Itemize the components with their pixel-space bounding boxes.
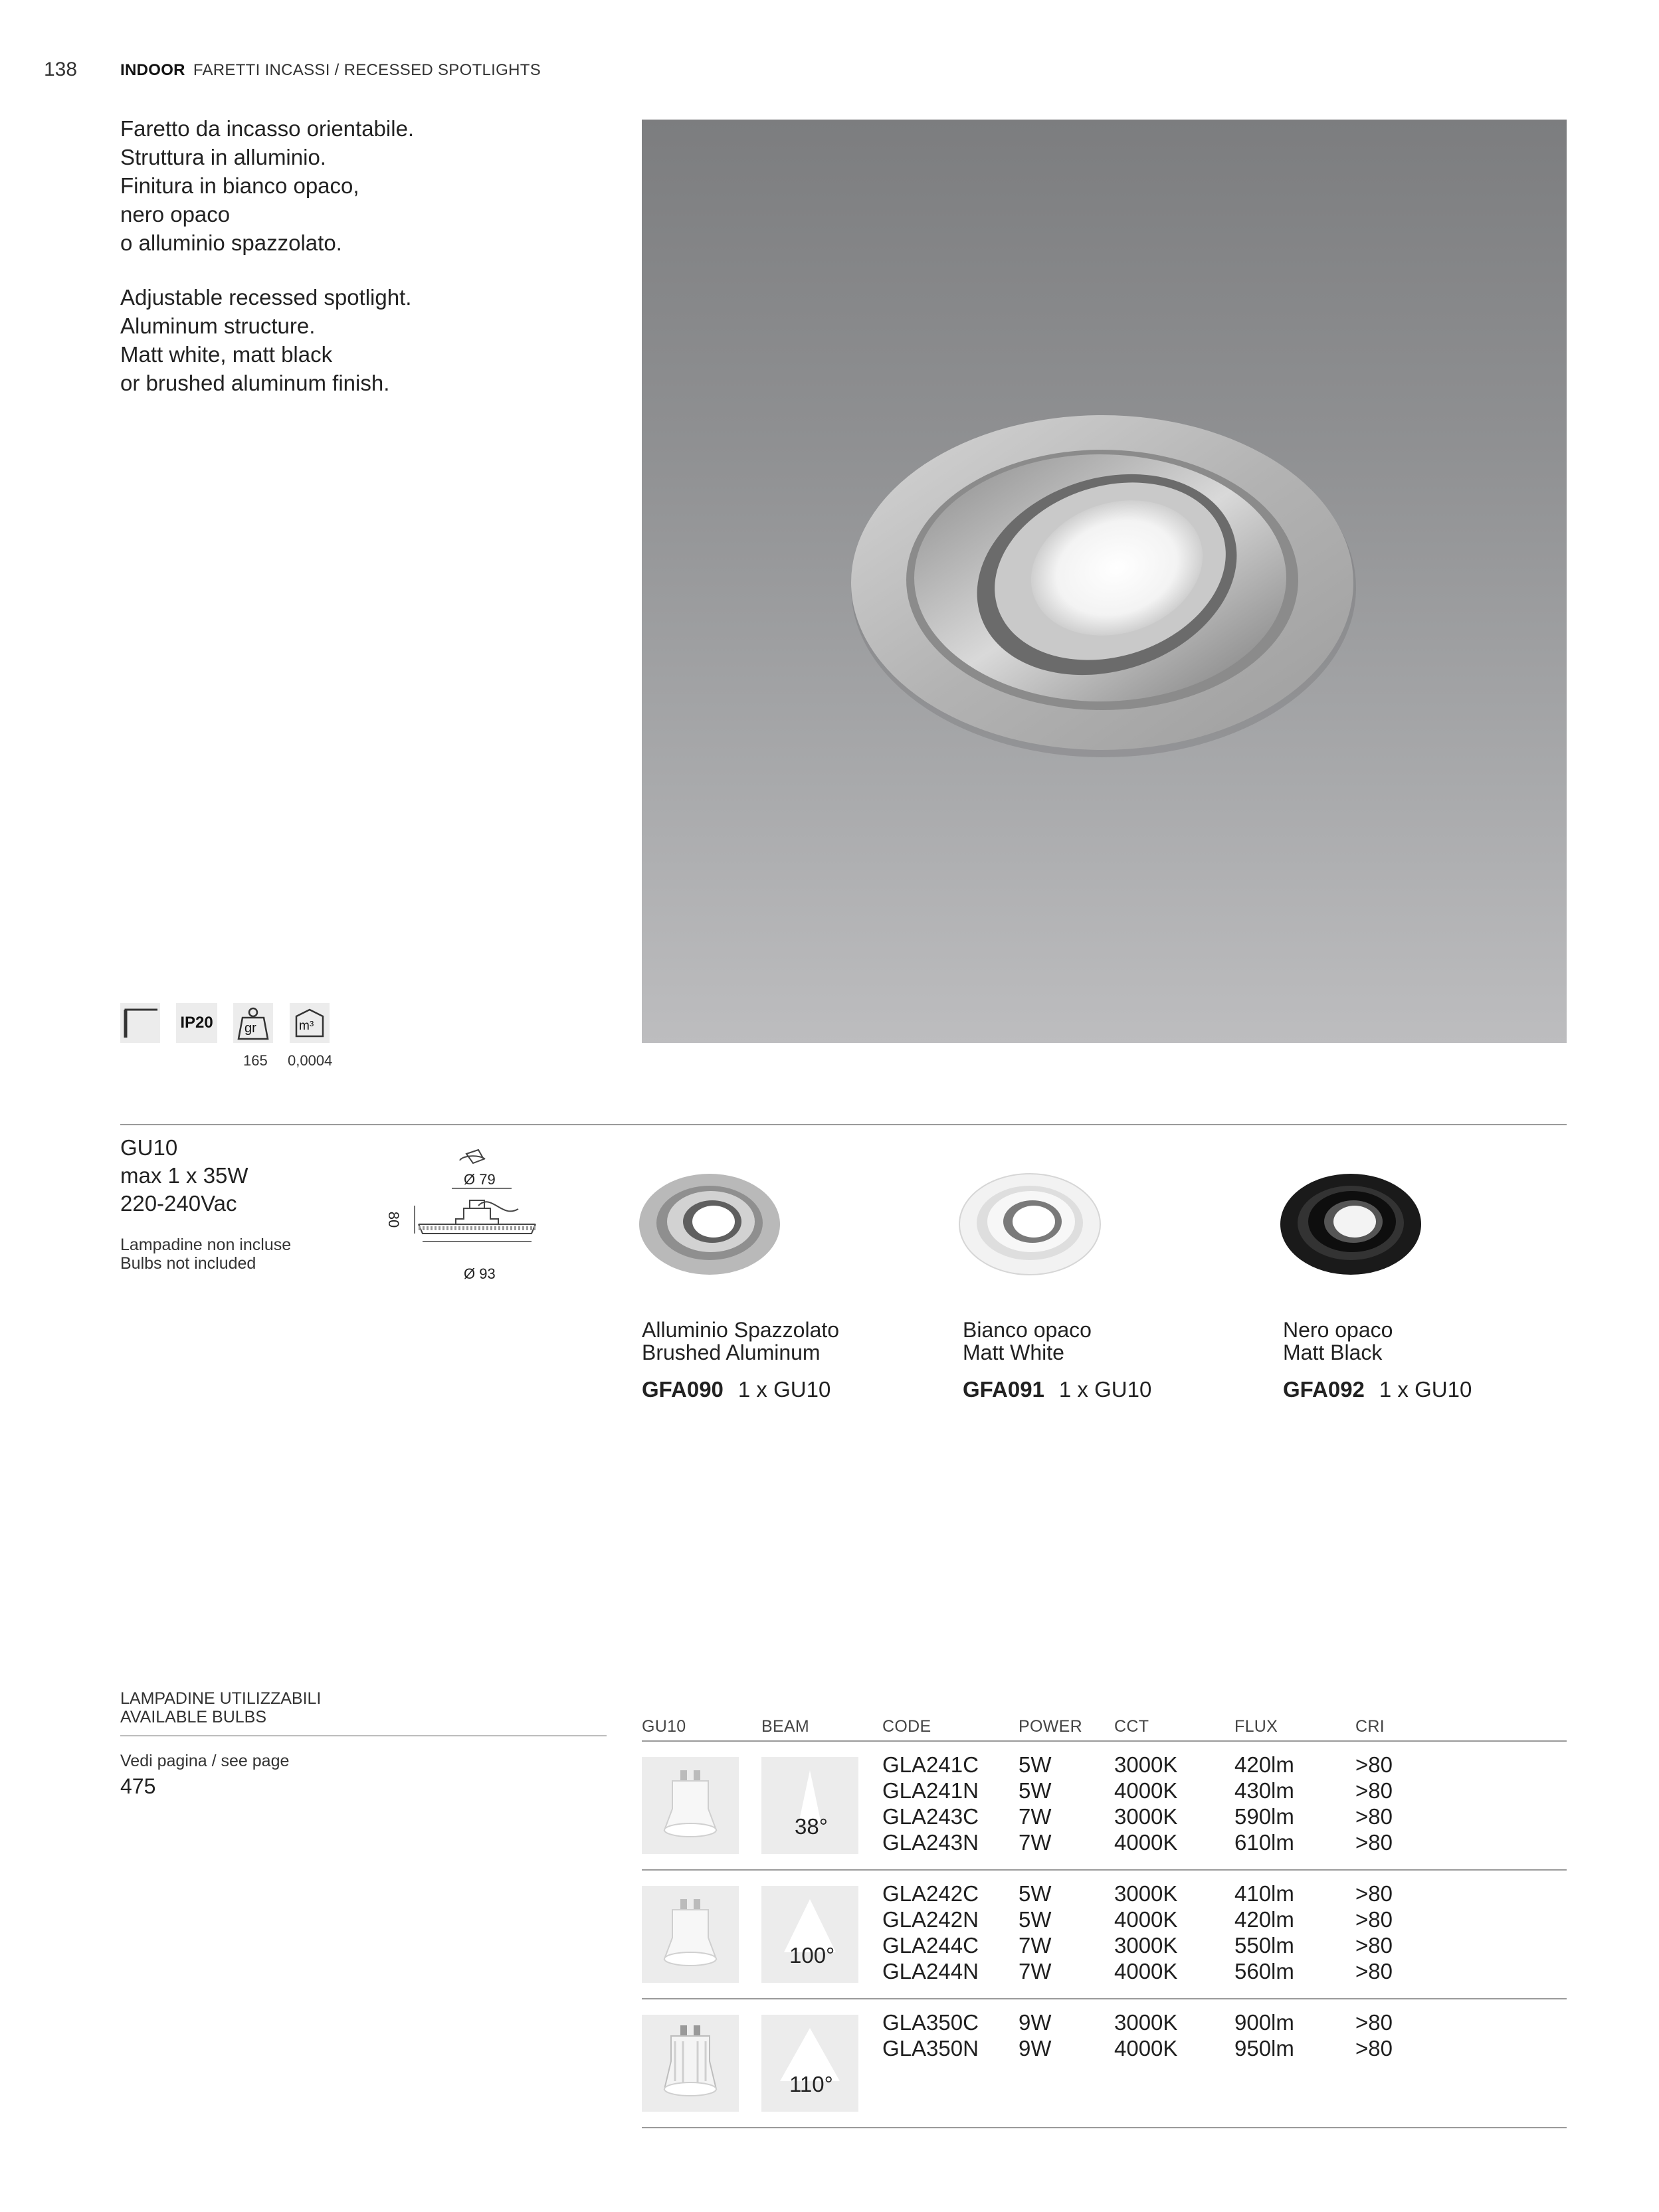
bulb-cct: 3000K: [1114, 1804, 1178, 1829]
category-label: FARETTI INCASSI / RECESSED SPOTLIGHTS: [193, 61, 541, 79]
bulb-code: GLA241N: [882, 1778, 979, 1803]
section-divider: [120, 1124, 1567, 1125]
beam-angle: 38°: [795, 1814, 828, 1839]
power-group-3: [1019, 2009, 1052, 2061]
product-code-aluminum: [642, 1377, 830, 1402]
table-bottom-rule: [642, 2127, 1567, 2128]
col-header-cct: CCT: [1114, 1717, 1149, 1736]
bulb-cri: >80: [1355, 1778, 1393, 1803]
recessed-mount-icon: [120, 1003, 160, 1043]
product-name-it: Bianco opaco: [963, 1318, 1092, 1342]
product-name-white: [963, 1319, 1092, 1364]
bulb-code: GLA350C: [882, 2010, 979, 2035]
bulb-code: GLA243C: [882, 1804, 979, 1829]
cri-group-3: [1355, 2009, 1393, 2061]
description-line: Aluminum structure.: [120, 314, 316, 338]
bulb-cct: 3000K: [1114, 1752, 1178, 1777]
section-label: INDOOR: [120, 61, 185, 79]
product-image-aluminum: [638, 1166, 784, 1279]
bulbs-left-rule: [120, 1735, 607, 1736]
bulb-cri: >80: [1355, 1830, 1393, 1855]
bulb-cri: >80: [1355, 1752, 1393, 1777]
bulb-thumb-110: [642, 2015, 739, 2112]
codes-group-1: [882, 1752, 979, 1855]
col-header-power: POWER: [1019, 1717, 1082, 1736]
beam-angle: 100°: [789, 1943, 835, 1968]
bulb-flux: 550lm: [1234, 1933, 1294, 1958]
bulbs-title-en: AVAILABLE BULBS: [120, 1708, 267, 1726]
bulb-note: [120, 1236, 291, 1273]
bulb-cri: >80: [1355, 1959, 1393, 1983]
col-header-code: CODE: [882, 1717, 931, 1736]
spec-voltage: 220-240Vac: [120, 1191, 237, 1216]
power-group-2: [1019, 1881, 1052, 1984]
product-code: GFA091: [963, 1377, 1044, 1402]
bulb-power: 9W: [1019, 2010, 1052, 2035]
bulb-power: 7W: [1019, 1959, 1052, 1983]
page-header: [120, 61, 541, 80]
cct-group-3: [1114, 2009, 1177, 2061]
bulb-power: 7W: [1019, 1804, 1052, 1829]
bulb-power: 5W: [1019, 1778, 1052, 1803]
bulb-flux: 410lm: [1234, 1881, 1294, 1906]
bulb-cri: >80: [1355, 1933, 1393, 1958]
bulb-code: GLA244N: [882, 1959, 979, 1983]
see-page-number: 475: [120, 1774, 156, 1798]
bulb-flux: 420lm: [1234, 1907, 1294, 1932]
col-header-flux: FLUX: [1234, 1717, 1278, 1736]
codes-group-2: [882, 1881, 979, 1984]
col-header-beam: BEAM: [761, 1717, 810, 1736]
weight-icon: [233, 1003, 273, 1043]
table-header-rule: [642, 1740, 1567, 1742]
bulb-power: 5W: [1019, 1907, 1052, 1932]
hero-product-photo: [642, 120, 1567, 1043]
bulb-flux: 430lm: [1234, 1778, 1294, 1803]
flux-group-2: [1234, 1881, 1294, 1984]
beam-angle: 110°: [789, 2072, 833, 2096]
specs-block: [120, 1134, 248, 1218]
bulb-cri: >80: [1355, 2010, 1393, 2035]
product-code-white: [963, 1377, 1151, 1402]
spec-socket: GU10: [120, 1135, 178, 1160]
bulb-power: 7W: [1019, 1933, 1052, 1958]
bulb-thumb-38: [642, 1757, 739, 1854]
flux-group-1: [1234, 1752, 1294, 1855]
col-header-cri: CRI: [1355, 1717, 1385, 1736]
volume-value: 0,0004: [288, 1052, 333, 1069]
bottom-diameter-label: Ø 93: [464, 1265, 496, 1282]
product-name-it: Nero opaco: [1283, 1318, 1393, 1342]
bulb-code: GLA244C: [882, 1933, 979, 1958]
bulb-code: GLA242C: [882, 1881, 979, 1906]
power-group-1: [1019, 1752, 1052, 1855]
bulb-flux: 950lm: [1234, 2036, 1294, 2061]
bulb-cct: 4000K: [1114, 2036, 1178, 2061]
description-line: Finitura in bianco opaco,: [120, 173, 359, 198]
bulb-power: 5W: [1019, 1752, 1052, 1777]
description-line: or brushed aluminum finish.: [120, 371, 390, 395]
bulb-cri: >80: [1355, 1907, 1393, 1932]
description-it: [120, 114, 414, 257]
bulb-code: GLA241C: [882, 1752, 979, 1777]
product-lamp: 1 x GU10: [1379, 1377, 1472, 1402]
bulb-note-en: Bulbs not included: [120, 1254, 256, 1273]
product-name-black: [1283, 1319, 1393, 1364]
description-line: Adjustable recessed spotlight.: [120, 285, 412, 310]
spotlight-illustration: [642, 120, 1567, 1043]
description-line: Matt white, matt black: [120, 342, 333, 367]
bulb-cri: >80: [1355, 1804, 1393, 1829]
weight-value: 165: [243, 1052, 268, 1069]
product-lamp: 1 x GU10: [1058, 1377, 1152, 1402]
volume-unit: m³: [299, 1019, 314, 1033]
weight-unit: gr: [244, 1021, 256, 1036]
product-name-en: Matt White: [963, 1340, 1064, 1364]
product-image-white: [958, 1166, 1104, 1279]
bulb-thumb-100: [642, 1886, 739, 1983]
cri-group-2: [1355, 1881, 1393, 1984]
height-label: 80: [385, 1211, 403, 1228]
product-name-aluminum: [642, 1319, 839, 1364]
bulb-code: GLA350N: [882, 2036, 979, 2061]
bulb-cct: 4000K: [1114, 1830, 1178, 1855]
bulb-cct: 3000K: [1114, 1881, 1178, 1906]
bulb-cct: 4000K: [1114, 1959, 1178, 1983]
spec-power: max 1 x 35W: [120, 1163, 248, 1188]
bulb-power: 7W: [1019, 1830, 1052, 1855]
description-line: nero opaco: [120, 202, 231, 227]
group-divider: [642, 1869, 1567, 1871]
bulb-cri: >80: [1355, 2036, 1393, 2061]
product-code: GFA090: [642, 1377, 724, 1402]
cri-group-1: [1355, 1752, 1393, 1855]
top-diameter-label: Ø 79: [464, 1171, 496, 1188]
bulb-flux: 900lm: [1234, 2010, 1294, 2035]
bulb-flux: 560lm: [1234, 1959, 1294, 1983]
product-code: GFA092: [1283, 1377, 1365, 1402]
col-header-gu10: GU10: [642, 1717, 686, 1736]
product-code-black: [1283, 1377, 1472, 1402]
product-image-black: [1279, 1166, 1425, 1279]
see-page-label: Vedi pagina / see page: [120, 1752, 290, 1770]
bulbs-title-it: LAMPADINE UTILIZZABILI: [120, 1689, 322, 1708]
bulb-cri: >80: [1355, 1881, 1393, 1906]
description-en: [120, 283, 411, 397]
bulb-flux: 610lm: [1234, 1830, 1294, 1855]
description-line: o alluminio spazzolato.: [120, 230, 342, 255]
codes-group-3: [882, 2009, 979, 2061]
product-lamp: 1 x GU10: [737, 1377, 831, 1402]
bulb-cct: 4000K: [1114, 1907, 1178, 1932]
bulb-note-it: Lampadine non incluse: [120, 1236, 292, 1254]
bulb-cct: 4000K: [1114, 1778, 1178, 1803]
bulb-flux: 590lm: [1234, 1804, 1294, 1829]
page-number: 138: [44, 58, 78, 80]
product-name-en: Matt Black: [1283, 1340, 1383, 1364]
group-divider: [642, 1998, 1567, 1999]
bulb-code: GLA243N: [882, 1830, 979, 1855]
bulb-cct: 3000K: [1114, 2010, 1178, 2035]
bulb-flux: 420lm: [1234, 1752, 1294, 1777]
product-name-it: Alluminio Spazzolato: [642, 1318, 840, 1342]
cct-group-1: [1114, 1752, 1177, 1855]
technical-drawing: [385, 1146, 558, 1289]
bulb-code: GLA242N: [882, 1907, 979, 1932]
bulb-power: 5W: [1019, 1881, 1052, 1906]
description-line: Faretto da incasso orientabile.: [120, 116, 415, 141]
bulb-cct: 3000K: [1114, 1933, 1178, 1958]
bulb-power: 9W: [1019, 2036, 1052, 2061]
product-name-en: Brushed Aluminum: [642, 1340, 821, 1364]
beam-icon-100: [761, 1886, 858, 1983]
beam-icon-110: [761, 2015, 858, 2112]
volume-icon: [290, 1003, 330, 1043]
cct-group-2: [1114, 1881, 1177, 1984]
flux-group-3: [1234, 2009, 1294, 2061]
description-line: Struttura in alluminio.: [120, 145, 326, 169]
ip-rating-badge: IP20: [176, 1003, 217, 1043]
bulbs-title: [120, 1689, 321, 1726]
beam-icon-38: [761, 1757, 858, 1854]
